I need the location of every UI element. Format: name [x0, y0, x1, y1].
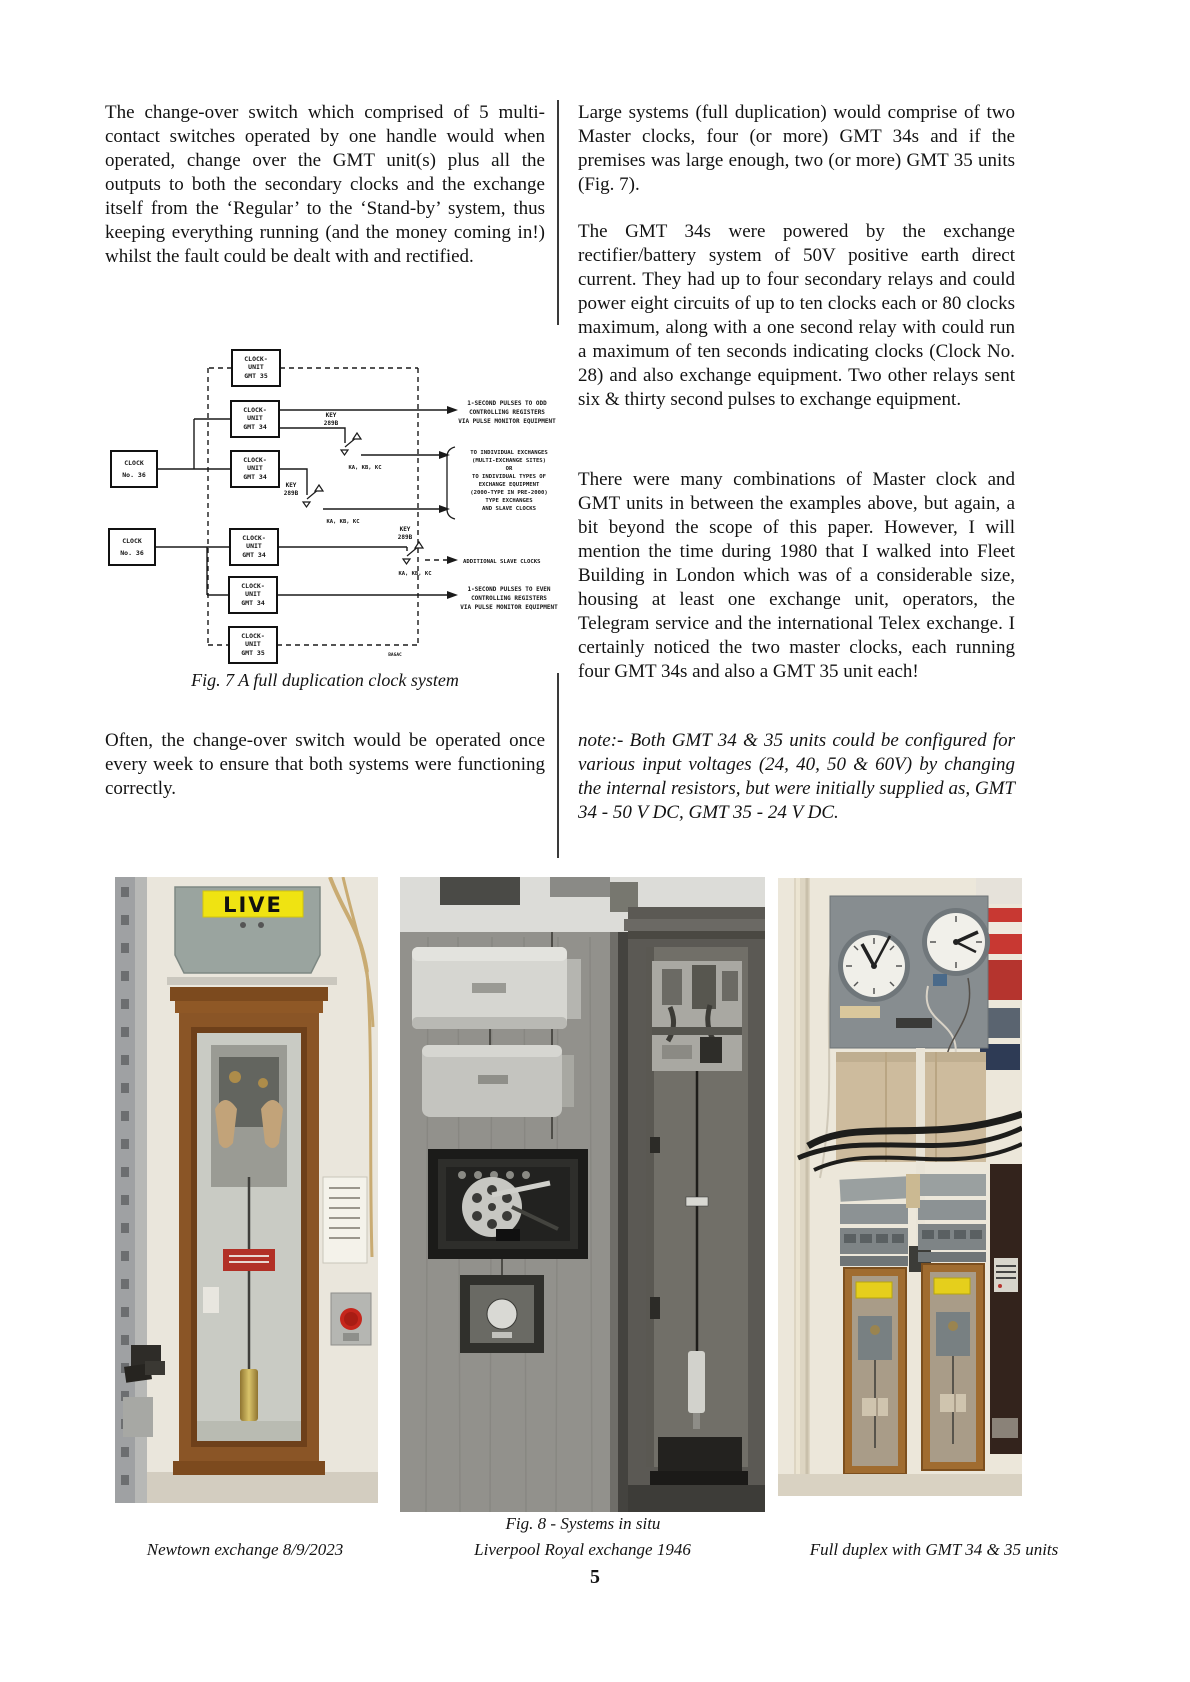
clock-movement — [652, 961, 742, 1071]
svg-text:1-SECOND PULSES TO ODD: 1-SECOND PULSES TO ODD — [467, 400, 547, 407]
figure8-caption-left: Newtown exchange 8/9/2023 — [146, 1540, 344, 1559]
liverpool-scene — [400, 877, 765, 1512]
svg-text:(2000-TYPE IN PRE-2000): (2000-TYPE IN PRE-2000) — [470, 490, 548, 496]
box-clock36-2 — [109, 529, 155, 565]
svg-text:CLOCK-: CLOCK- — [241, 582, 265, 590]
svg-text:CLOCK: CLOCK — [124, 459, 144, 467]
gmt-relay-stack-right — [918, 1174, 986, 1262]
master-clock-case-left — [844, 1268, 906, 1474]
svg-text:GMT 34: GMT 34 — [243, 423, 267, 431]
svg-text:CONTROLLING REGISTERS: CONTROLLING REGISTERS — [471, 595, 547, 602]
clock-board — [830, 896, 990, 1073]
svg-text:CLOCK: CLOCK — [122, 537, 142, 545]
svg-text:BAGAC: BAGAC — [388, 653, 402, 658]
gmt-relay-stack-left — [839, 1176, 908, 1266]
newtown-scene — [115, 877, 378, 1503]
svg-text:UNIT: UNIT — [247, 464, 263, 472]
svg-text:UNIT: UNIT — [245, 590, 261, 598]
svg-text:VIA PULSE MONITOR EQUIPMENT: VIA PULSE MONITOR EQUIPMENT — [460, 604, 558, 611]
right-paragraph-1: Large systems (full duplication) would comprise of two Master clocks, four (or more) GMT 34s and if the premises was large enough, two (or more) GMT 35 units (Fig. 7). — [578, 102, 1015, 195]
box-gmt34-3 — [230, 529, 278, 565]
svg-text:TYPE EXCHANGES: TYPE EXCHANGES — [485, 498, 533, 504]
svg-text:CLOCK-: CLOCK- — [243, 406, 267, 414]
pulse-relay-device — [428, 1149, 588, 1259]
svg-text:GMT 35: GMT 35 — [241, 649, 265, 657]
svg-text:KEY: KEY — [285, 482, 297, 489]
svg-text:TO INDIVIDUAL EXCHANGES: TO INDIVIDUAL EXCHANGES — [470, 450, 548, 456]
svg-text:289B: 289B — [283, 490, 299, 497]
right-paragraph-2: The GMT 34s were powered by the exchange rectifier/battery system of 50V positive earth direct current. They had up to four secondary relays and could power eight circuits of up to ten clocks each or 80 clocks maximum, along with a one second relay with could run a maximum of ten seconds indicating clocks (Clock No. 28) and also exchange equipment. Two other relays sent six & thirty second pulses to exchange equipment. — [578, 221, 1015, 410]
svg-text:No. 36: No. 36 — [122, 471, 146, 479]
box-gmt35-bottom — [229, 627, 277, 663]
svg-text:AND SLAVE CLOCKS: AND SLAVE CLOCKS — [482, 506, 536, 512]
svg-text:No. 36: No. 36 — [120, 549, 144, 557]
svg-text:ADDITIONAL SLAVE CLOCKS: ADDITIONAL SLAVE CLOCKS — [463, 559, 541, 565]
svg-text:CONTROLLING REGISTERS: CONTROLLING REGISTERS — [469, 409, 545, 416]
right-paragraph-3: There were many combinations of Master clock and GMT units in between the examples above, but again, a bit beyond the scope of this paper. However, I will mention the time during 1980 that I walked into Fleet Building in London which was of a considerable size, housing at least one exchange unit, operators, the Telegram service and the international Telex exchange. I certainly noticed the two master clocks, each running four GMT 34s and also a GMT 35 unit each! — [578, 469, 1015, 682]
svg-text:UNIT: UNIT — [247, 414, 263, 422]
photo-liverpool-exchange — [400, 877, 765, 1512]
svg-text:TO INDIVIDUAL TYPES OF: TO INDIVIDUAL TYPES OF — [471, 474, 547, 480]
dark-cabinet — [990, 1164, 1022, 1454]
figure8-caption-middle: Liverpool Royal exchange 1946 — [474, 1540, 691, 1559]
figure8-caption-right: Full duplex with GMT 34 & 35 units — [809, 1540, 1059, 1559]
box-gmt35-top — [232, 350, 280, 386]
svg-text:VIA PULSE MONITOR EQUIPMENT: VIA PULSE MONITOR EQUIPMENT — [458, 418, 556, 425]
figure7-diagram — [95, 325, 565, 673]
full-duplex-scene — [778, 878, 1022, 1496]
svg-text:1-SECOND PULSES TO EVEN: 1-SECOND PULSES TO EVEN — [467, 586, 551, 593]
box-gmt34-2 — [231, 451, 279, 487]
page-number: 5 — [590, 1566, 600, 1588]
wall-clock-left — [838, 930, 910, 1002]
left-paragraph-1: The change-over switch which comprised of 5 multi-contact switches operated by one handle would when operated, change over the GMT unit(s) plus all the outputs to both the secondary clocks and the exchange itself from the ‘Regular’ to the ‘Stand-by’ system, thus keeping everything running (and the money coming in!) whilst the fault could be dealt with and rectified. — [105, 102, 545, 267]
clock-system-schematic — [95, 325, 565, 673]
svg-text:KA, KB, KC: KA, KB, KC — [326, 519, 360, 525]
master-clock-case — [167, 977, 337, 1475]
photo-newtown-exchange — [115, 877, 378, 1503]
svg-text:CLOCK-: CLOCK- — [242, 534, 266, 542]
gmt-unit-2 — [422, 1045, 574, 1117]
pendulum-bob — [240, 1369, 258, 1421]
svg-text:OR: OR — [505, 466, 513, 472]
figure8-title: Fig. 8 - Systems in situ — [505, 1514, 661, 1533]
svg-text:CLOCK-: CLOCK- — [243, 456, 267, 464]
svg-text:UNIT: UNIT — [246, 542, 262, 550]
svg-text:289B: 289B — [323, 420, 339, 427]
svg-text:CLOCK-: CLOCK- — [244, 355, 268, 363]
svg-text:KEY: KEY — [399, 526, 411, 533]
svg-text:GMT 34: GMT 34 — [241, 599, 265, 607]
master-clock-cabinet — [624, 907, 765, 1512]
photo-full-duplex — [778, 878, 1022, 1496]
left-paragraph-2: Often, the change-over switch would be operated once every week to ensure that both systems were functioning correctly. — [105, 730, 545, 799]
right-note-paragraph: note:- Both GMT 34 & 35 units could be configured for various input voltages (24, 40, 50 & 60V) by changing the internal resistors, but were initially supplied as, GMT 34 - 50 V DC, GMT 35 - 24 V DC. — [578, 730, 1015, 823]
box-clock36-1 — [111, 451, 157, 487]
gmt-unit-1 — [412, 947, 581, 1029]
wall-notice-paper — [323, 1177, 367, 1263]
small-dial-box — [460, 1275, 544, 1353]
yellow-label — [856, 1282, 892, 1298]
svg-text:UNIT: UNIT — [245, 640, 261, 648]
svg-text:EXCHANGE EQUIPMENT: EXCHANGE EQUIPMENT — [478, 482, 540, 488]
figure7-caption: Fig. 7 A full duplication clock system — [191, 670, 459, 690]
svg-text:289B: 289B — [397, 534, 413, 541]
svg-text:KA, KB, KC: KA, KB, KC — [398, 571, 432, 577]
svg-text:(MULTI-EXCHANGE SITES): (MULTI-EXCHANGE SITES) — [471, 458, 547, 464]
svg-text:GMT 35: GMT 35 — [244, 372, 268, 380]
red-notice-label — [223, 1249, 275, 1271]
svg-text:GMT 34: GMT 34 — [243, 473, 267, 481]
wall-clock-right — [922, 908, 990, 976]
svg-text:KA, KB, KC: KA, KB, KC — [348, 465, 382, 471]
svg-text:GMT 34: GMT 34 — [242, 551, 266, 559]
svg-text:LIVE: LIVE — [223, 893, 283, 917]
emergency-button-box — [331, 1293, 371, 1345]
master-clock-case-right — [922, 1264, 984, 1470]
svg-text:UNIT: UNIT — [248, 363, 264, 371]
box-gmt34-1 — [231, 401, 279, 437]
gmt-unit-grey-box — [175, 887, 320, 973]
box-gmt34-4 — [229, 577, 277, 613]
pendulum-bob — [688, 1351, 705, 1413]
svg-text:CLOCK-: CLOCK- — [241, 632, 265, 640]
svg-text:KEY: KEY — [325, 412, 337, 419]
yellow-label — [934, 1278, 970, 1294]
